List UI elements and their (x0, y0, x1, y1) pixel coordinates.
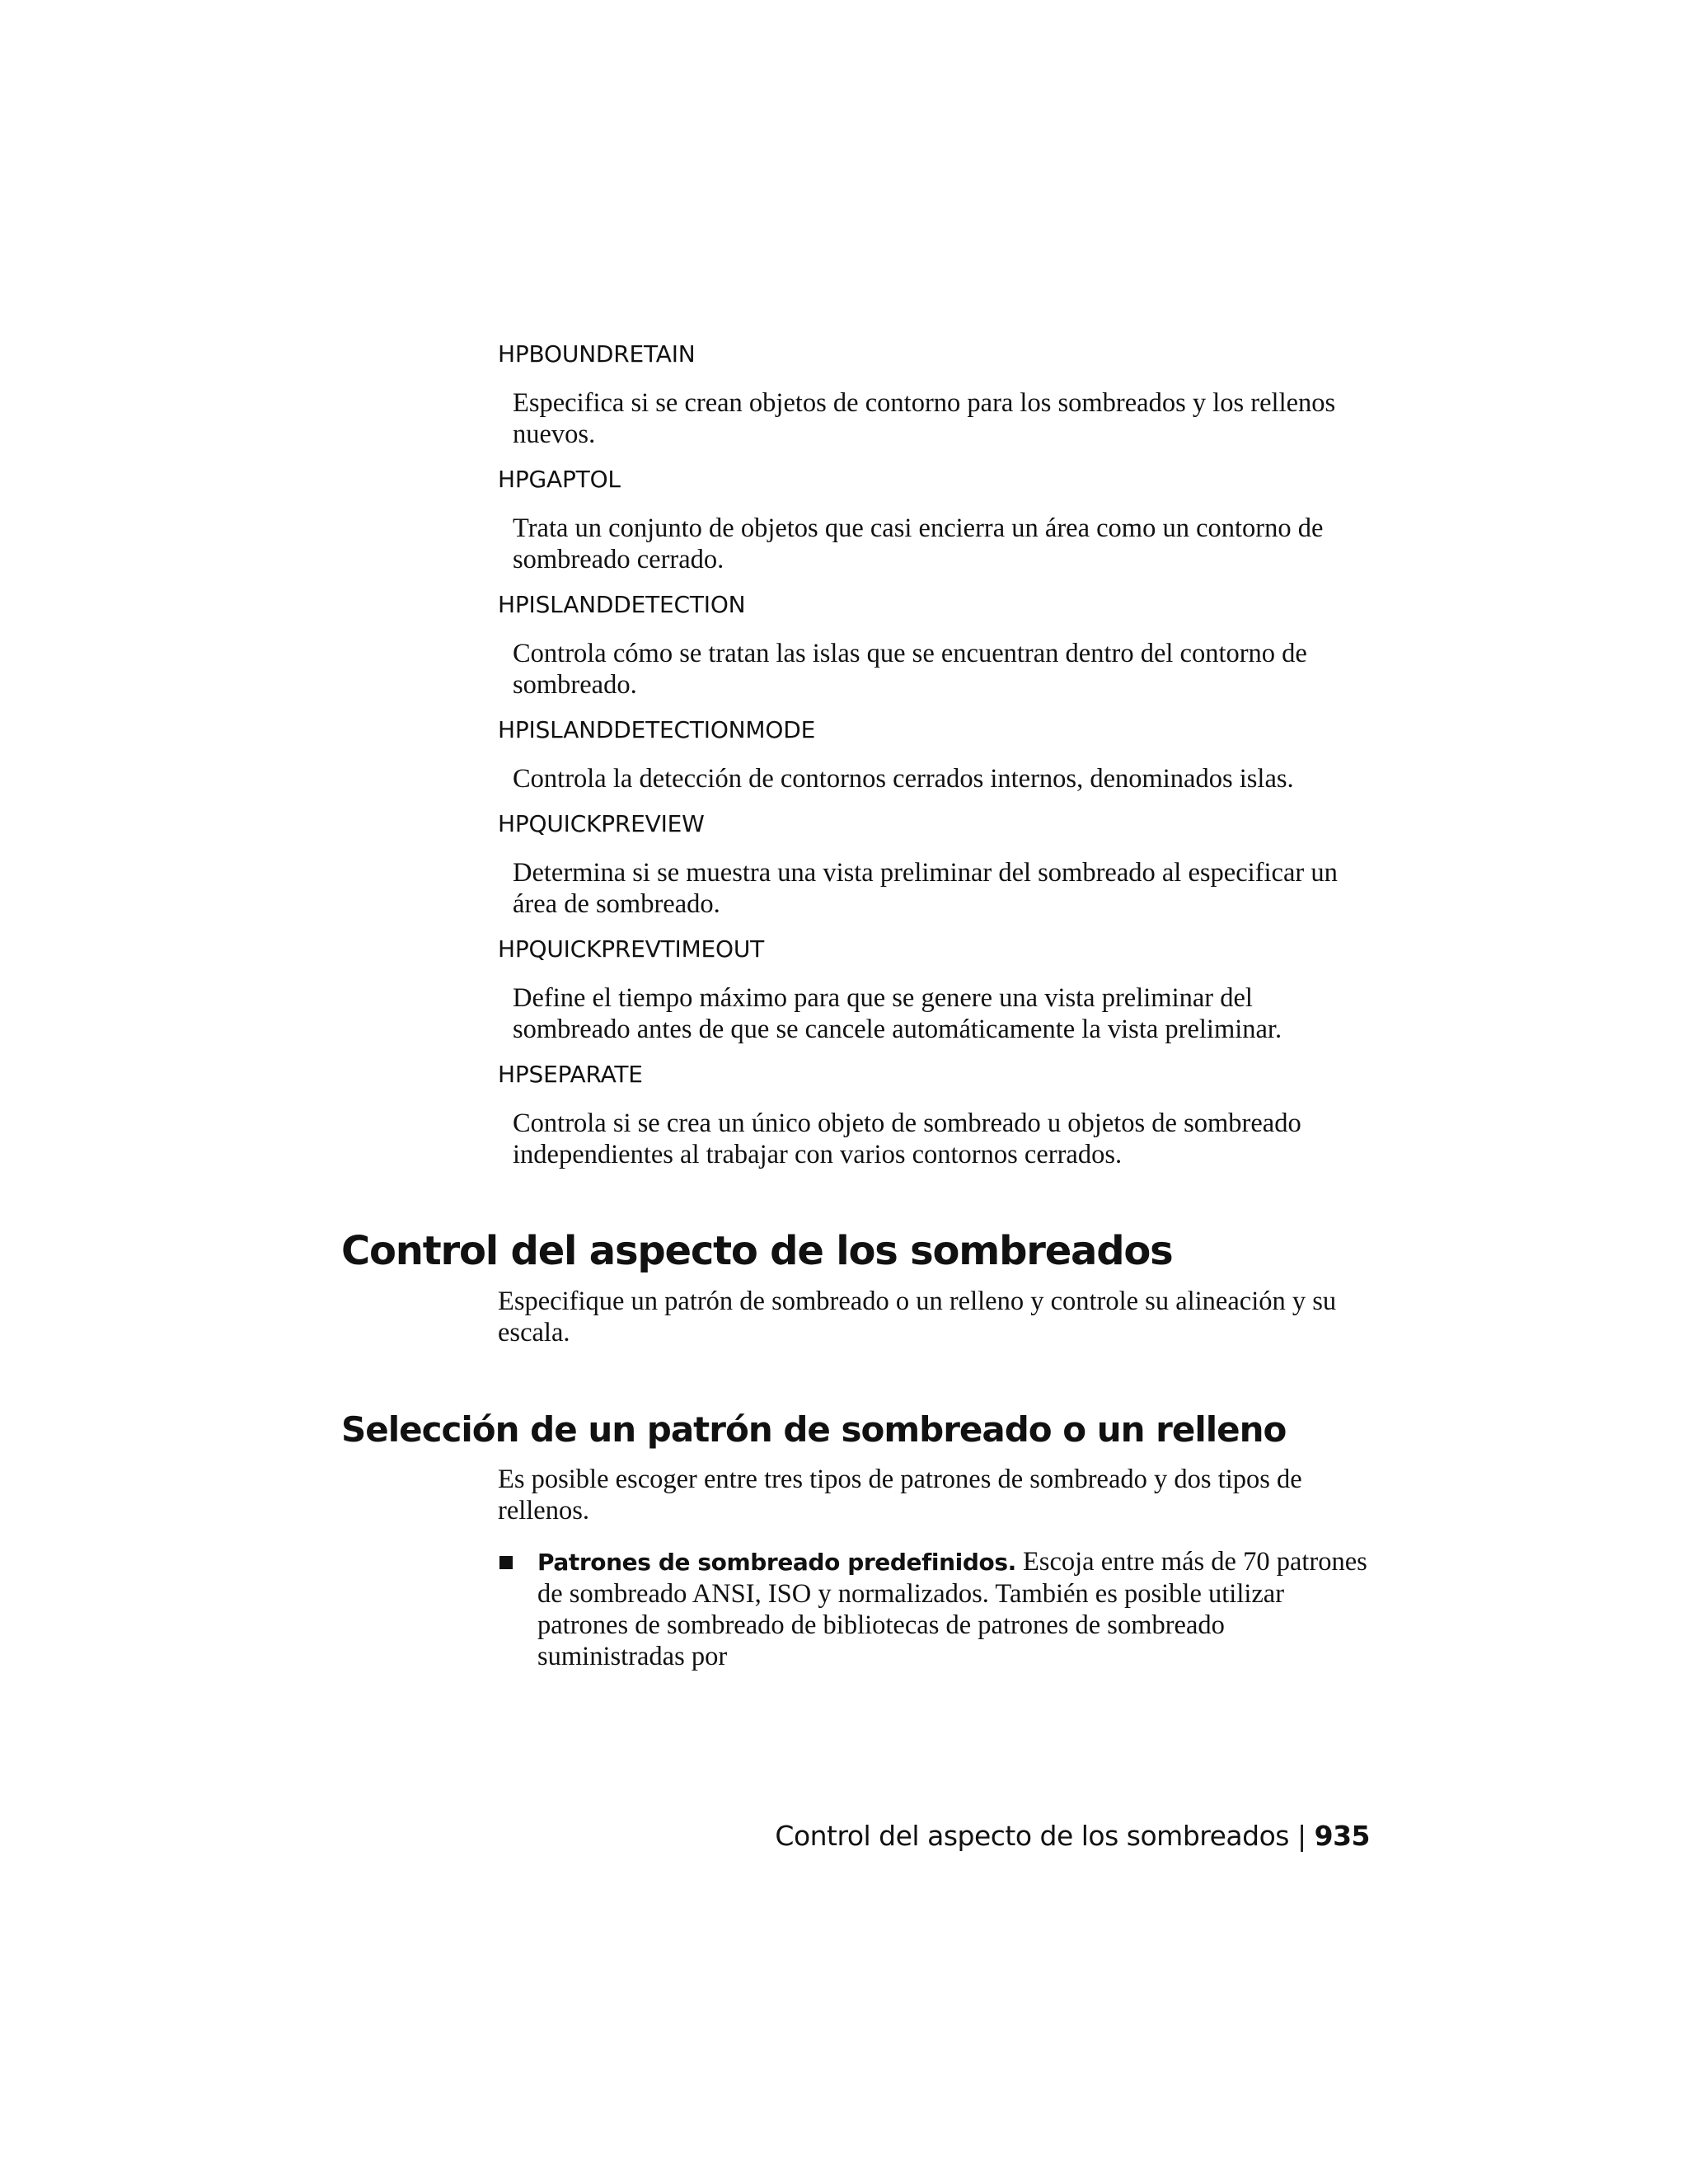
list-item (498, 1546, 1372, 1672)
variable-entry (498, 1060, 1372, 1170)
variable-description: Controla cómo se tratan las islas que se encuentran dentro del contorno de sombreado. (513, 639, 1307, 700)
variable-entry (498, 809, 1372, 920)
pattern-type-list (498, 1546, 1372, 1672)
page-footer (775, 1818, 1370, 1854)
footer-separator: | (1296, 1820, 1306, 1852)
variable-description: Controla la detección de contornos cerrados internos, denominados islas. (513, 764, 1294, 794)
variable-entry (498, 340, 1372, 450)
section-heading: Control del aspecto de los sombreados (341, 1228, 1173, 1274)
system-variable-list (498, 340, 1372, 1185)
variable-description: Controla si se crea un único objeto de sombreado u objetos de sombreado independientes al trabajar con varios contornos cerrados. (513, 1108, 1301, 1169)
subsection-heading: Selección de un patrón de sombreado o un relleno (341, 1409, 1287, 1450)
variable-description: Trata un conjunto de objetos que casi encierra un área como un contorno de sombreado cerrado. (513, 513, 1324, 574)
variable-name: HPBOUNDRETAIN (498, 340, 696, 368)
variable-entry (498, 465, 1372, 575)
bullet-body-text: Escoja entre más de 70 patrones de sombreado ANSI, ISO y normalizados. También es posible utilizar patrones de sombreado de bibliotecas de patrones de sombreado suministradas por (537, 1547, 1367, 1671)
section-intro: Especifique un patrón de sombreado o un relleno y controle su alineación y su escala. (498, 1286, 1337, 1347)
variable-name: HPGAPTOL (498, 466, 621, 493)
subsection-intro: Es posible escoger entre tres tipos de patrones de sombreado y dos tipos de rellenos. (498, 1465, 1302, 1526)
variable-description: Define el tiempo máximo para que se genere una vista preliminar del sombreado antes de que se cancele automáticamente la vista preliminar. (513, 983, 1282, 1044)
variable-description: Determina si se muestra una vista preliminar del sombreado al especificar un área de sombreado. (513, 858, 1338, 919)
page-number: 935 (1314, 1820, 1370, 1852)
bullet-lead-text: Patrones de sombreado predefinidos. (537, 1549, 1016, 1576)
footer-title: Control del aspecto de los sombreados (775, 1820, 1289, 1852)
variable-name: HPISLANDDETECTIONMODE (498, 716, 816, 743)
variable-name: HPQUICKPREVTIMEOUT (498, 935, 765, 963)
variable-name: HPQUICKPREVIEW (498, 810, 705, 837)
variable-entry (498, 715, 1372, 794)
variable-entry (498, 590, 1372, 701)
variable-name: HPSEPARATE (498, 1061, 643, 1088)
variable-name: HPISLANDDETECTION (498, 591, 746, 618)
square-bullet-icon (499, 1556, 513, 1569)
variable-description: Especifica si se crean objetos de contorno para los sombreados y los rellenos nuevos. (513, 388, 1336, 449)
variable-entry (498, 935, 1372, 1045)
